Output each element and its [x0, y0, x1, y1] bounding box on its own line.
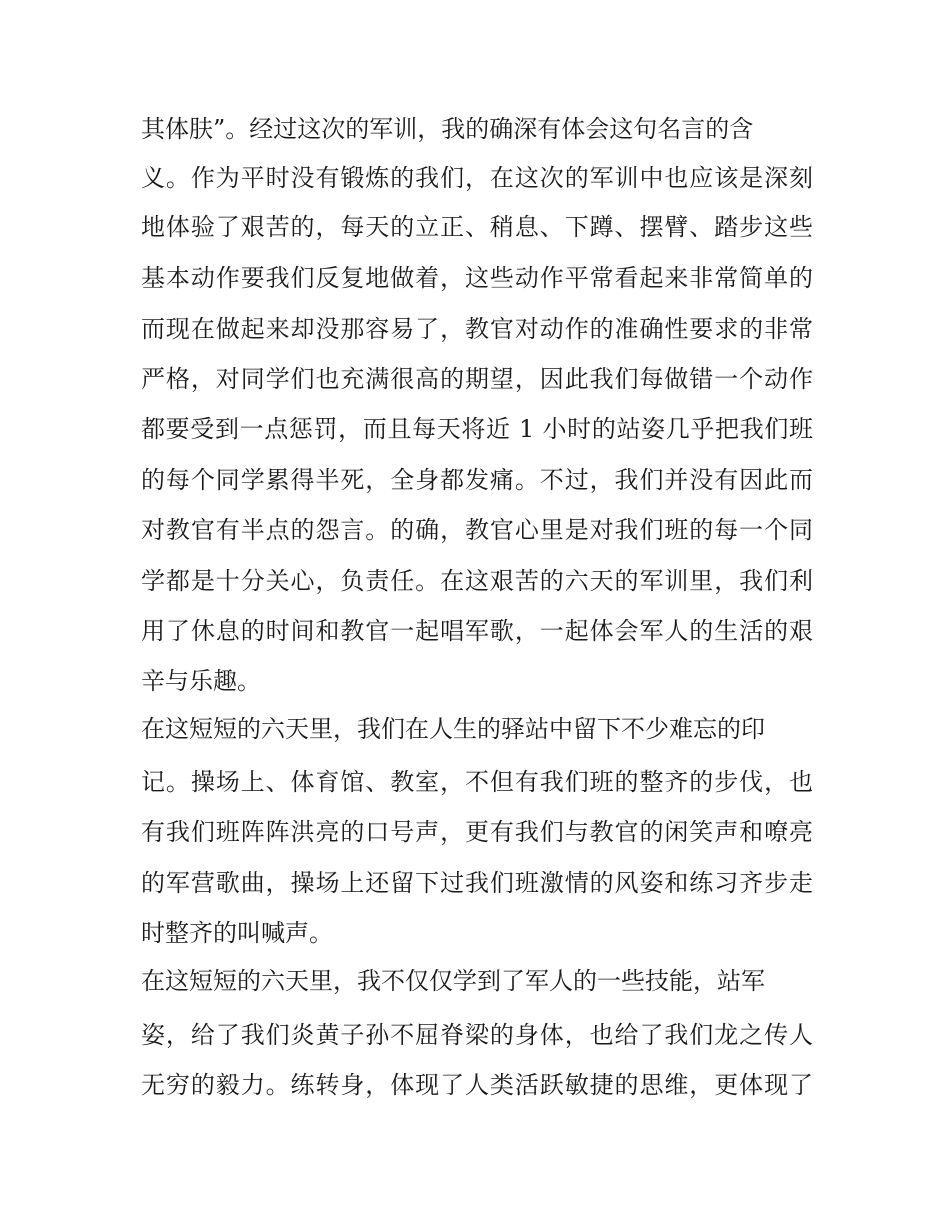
- text-line: 严格，对同学们也充满很高的期望，因此我们每做错一个动作: [141, 365, 813, 393]
- text-line: 姿，给了我们炎黄子孙不屈脊梁的身体，也给了我们龙之传人: [141, 1021, 813, 1049]
- text-line: 对教官有半点的怨言。的确，教官心里是对我们班的每一个同: [141, 516, 813, 544]
- text-line: 在这短短的六天里，我不仅仅学到了军人的一些技能，站军: [141, 967, 765, 995]
- text-line: 而现在做起来却没那容易了，教官对动作的准确性要求的非常: [141, 315, 813, 343]
- text-line: 地体验了艰苦的，每天的立正、稍息、下蹲、摆臂、踏步这些: [141, 213, 813, 241]
- text-line: 时整齐的叫喊声。: [141, 919, 333, 947]
- text-line: 有我们班阵阵洪亮的口号声，更有我们与教官的闲笑声和嘹亮: [141, 818, 813, 846]
- text-line: 用了休息的时间和教官一起唱军歌，一起体会军人的生活的艰: [141, 617, 813, 645]
- text-line: 无穷的毅力。练转身，体现了人类活跃敏捷的思维，更体现了: [141, 1071, 813, 1099]
- text-line: 都要受到一点惩罚，而且每天将近 1 小时的站姿几乎把我们班: [141, 415, 813, 443]
- text-line: 记。操场上、体育馆、教室，不但有我们班的整齐的步伐，也: [141, 768, 813, 796]
- text-line: 的每个同学累得半死，全身都发痛。不过，我们并没有因此而: [141, 466, 813, 494]
- text-line: 的军营歌曲，操场上还留下过我们班激情的风姿和练习齐步走: [141, 869, 813, 897]
- text-line: 在这短短的六天里，我们在人生的驿站中留下不少难忘的印: [141, 715, 765, 743]
- text-line: 基本动作要我们反复地做着，这些动作平常看起来非常简单的: [141, 264, 813, 292]
- text-line: 学都是十分关心，负责任。在这艰苦的六天的军训里，我们利: [141, 567, 813, 595]
- text-line: 义。作为平时没有锻炼的我们，在这次的军训中也应该是深刻: [141, 164, 813, 192]
- text-line: 辛与乐趣。: [141, 667, 261, 695]
- text-line: 其体肤”。经过这次的军训，我的确深有体会这句名言的含: [141, 115, 754, 143]
